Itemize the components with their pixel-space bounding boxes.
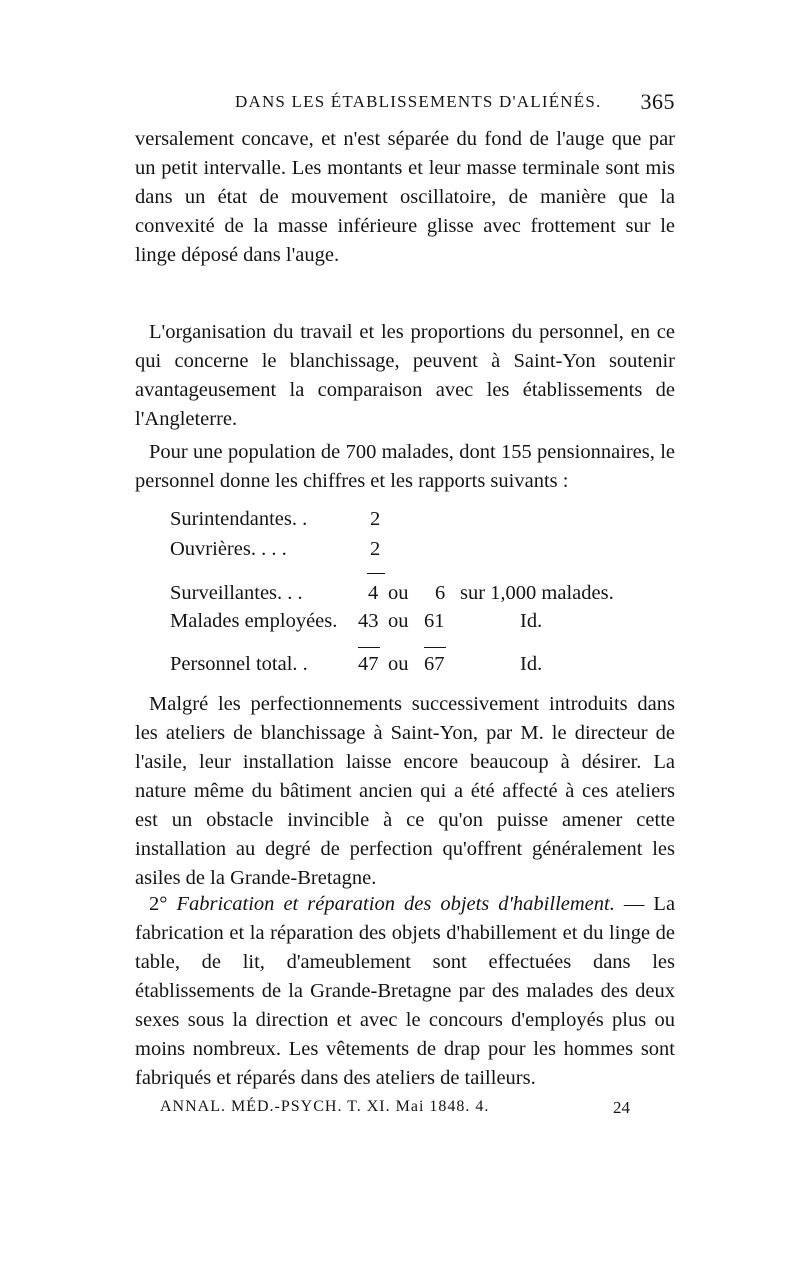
- row-value: 2: [370, 508, 381, 530]
- row-label: Malades employées.: [170, 610, 338, 632]
- table-row: [170, 538, 650, 566]
- paragraph-text: Pour une population de 700 malades, dont 155 pensionnaires, le personnel donne les chiffres et les rapports suivants :: [135, 441, 675, 492]
- row-ratio: Id.: [520, 610, 543, 632]
- row-ratio: sur 1,000 malades.: [460, 582, 614, 604]
- row-value-b: 67: [424, 653, 445, 675]
- section-body: La fabrication et la réparation des objets d'habillement et du linge de table, de lit, d'ameublement sont effectuées dans les établissements de la Grande-Bretagne par des malades des deux sexes sous la direction et avec le concours d'employés plus ou moins nombreux. Les vêtements de drap pour les hommes sont fabriqués et réparés dans des ateliers de tailleurs.: [135, 893, 676, 1089]
- table-row: [170, 610, 650, 638]
- paragraph-text: Malgré les perfectionnements successivement introduits dans les ateliers de blanchissage à Saint-Yon, par M. le directeur de l'asile, leur installation laisse encore beaucoup à désirer. La nature même du bâtiment ancien qui a été affecté à ces ateliers est un obstacle invincible à ce qu'on puisse amener cette installation au degré de perfection qu'offrent généralement les asiles de la Grande-Bretagne.: [135, 693, 675, 889]
- section-number: 2°: [149, 893, 168, 915]
- row-label: Surveillantes. . .: [170, 582, 303, 604]
- row-value-a: 47: [358, 653, 379, 675]
- row-ou: ou: [388, 653, 409, 675]
- row-value-a: 43: [358, 610, 379, 632]
- table-row: [170, 508, 650, 536]
- section-heading: Fabrication et réparation des objets d'habillement.: [176, 893, 615, 915]
- row-value: 2: [370, 538, 381, 560]
- paragraph-population: [135, 438, 675, 496]
- paragraph-organisation: [135, 318, 675, 434]
- paragraph-fabrication: [135, 890, 675, 1093]
- paragraph-text: versalement concave, et n'est séparée du fond de l'auge que par un petit intervalle. Les montants et leur masse terminale sont mis dans un état de mouvement oscillatoire, de manière que la convexité de la masse inférieure glisse avec frottement sur le linge déposé dans l'auge.: [135, 128, 675, 266]
- paragraph-installation: [135, 690, 675, 893]
- footer-reference: ANNAL. MÉD.-PSYCH. T. XI. Mai 1848. 4.: [160, 1098, 490, 1115]
- paragraph-continuation: [135, 125, 675, 270]
- sum-rule: [358, 647, 380, 648]
- heading-dash: —: [614, 893, 645, 915]
- page-number: 365: [640, 89, 675, 114]
- paragraph-text: [135, 890, 675, 1093]
- row-label: Personnel total. .: [170, 653, 308, 675]
- table-row: [170, 653, 650, 681]
- running-header: [135, 89, 675, 122]
- row-ou: ou: [388, 610, 409, 632]
- sum-rule: [424, 647, 446, 648]
- signature-mark: 24: [613, 1098, 630, 1117]
- sum-rule: [367, 573, 385, 574]
- row-ratio: Id.: [520, 653, 543, 675]
- row-value-b: 61: [424, 610, 445, 632]
- row-label: Surintendantes. .: [170, 508, 308, 530]
- row-ou: ou: [388, 582, 409, 604]
- row-value-a: 4: [368, 582, 379, 604]
- row-value-b: 6: [435, 582, 446, 604]
- page-footer: [160, 1098, 630, 1124]
- paragraph-text: L'organisation du travail et les proportions du personnel, en ce qui concerne le blanchissage, peuvent à Saint-Yon soutenir avantageusement la comparaison avec les établissements de l'Angleterre.: [135, 321, 675, 430]
- row-label: Ouvrières. . . .: [170, 538, 287, 560]
- table-row: [170, 582, 650, 610]
- running-title: DANS LES ÉTABLISSEMENTS D'ALIÉNÉS.: [235, 92, 602, 111]
